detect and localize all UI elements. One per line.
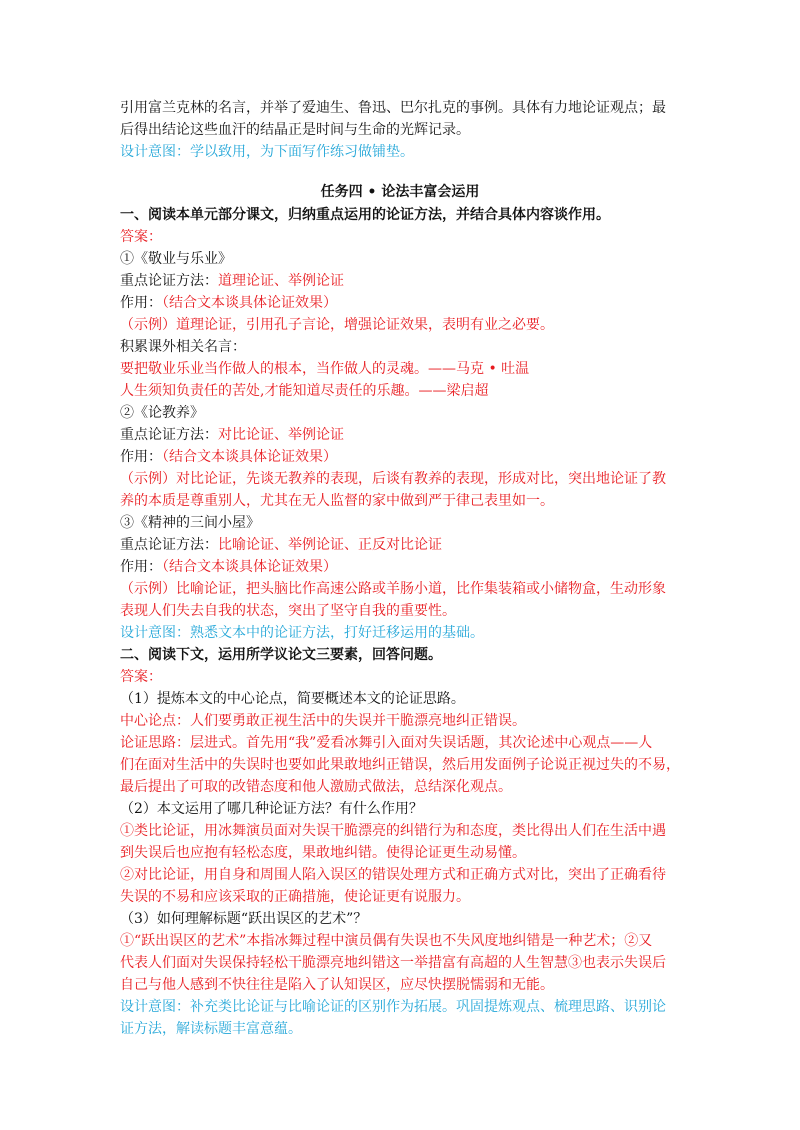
item1-example: （示例）道理论证，引用孔子言论，增强论证效果，表明有业之必要。	[120, 317, 554, 333]
method-value: 比喻论证、举例论证、正反对比论证	[218, 537, 442, 553]
q1-design-note: 设计意图：熟悉文本中的论证方法，打好迁移运用的基础。	[120, 625, 484, 641]
intro-design-note: 设计意图：学以致用，为下面写作练习做铺垫。	[120, 144, 414, 160]
item3-method-line	[120, 534, 690, 556]
effect-value: （结合文本谈具体论证效果）	[162, 449, 337, 465]
method-value: 对比论证、举例论证	[218, 427, 344, 443]
q1-heading: 一、阅读本单元部分课文，归纳重点运用的论证方法，并结合具体内容谈作用。	[120, 207, 610, 223]
q2-design-note-line-1: 设计意图：补充类比论证与比喻论证的区别作为拓展。巩固提炼观点、梳理思路、识别论	[120, 999, 666, 1015]
item2-title: ②《论教养》	[120, 405, 204, 421]
sub2-answer2-line-1: ②对比论证，用自身和周围人陷入误区的错误处理方式和正确方式对比，突出了正确看待	[120, 867, 666, 883]
sub3-answer-line-1: ①“跃出误区的艺术”本指冰舞过程中演员偶有失误也不失风度地纠错是一种艺术；②又	[120, 933, 653, 949]
intro-line-2: 后得出结论这些血汗的结晶正是时间与生命的光辉记录。	[120, 122, 470, 138]
item2-example-line-2: 养的本质是尊重别人，尤其在无人监督的家中做到严于律己表里如一。	[120, 493, 554, 509]
item2-method-line	[120, 424, 690, 446]
item3-effect-line	[120, 556, 690, 578]
method-label: 重点论证方法：	[120, 427, 218, 443]
item3-example-line-2: 表现人们失去自我的状态，突出了坚守自我的重要性。	[120, 603, 456, 619]
method-label: 重点论证方法：	[120, 537, 218, 553]
item3-title: ③《精神的三间小屋》	[120, 515, 260, 531]
sub1-logic-line-1: 论证思路：层进式。首先用“我”爱看冰舞引入面对失误话题，其次论述中心观点——人	[120, 735, 653, 751]
sub3-question: （3）如何理解标题“跃出误区的艺术”？	[120, 911, 368, 927]
sub1-logic-line-2: 们在面对生活中的失误时也要如此果敢地纠正错误，然后用发面例子论说正视过失的不易，	[120, 757, 680, 773]
item1-quote-2: 人生须知负责任的苦处,才能知道尽责任的乐趣。——梁启超	[120, 383, 489, 399]
item1-method-line	[120, 270, 690, 292]
item1-quotes-label: 积累课外相关名言：	[120, 339, 246, 355]
sub2-question: （2）本文运用了哪几种论证方法？有什么作用？	[120, 801, 423, 817]
sub3-answer-line-2: 代表人们面对失误保持轻松干脆漂亮地纠错这一举措富有高超的人生智慧③也表示失误后	[120, 955, 666, 971]
effect-value: （结合文本谈具体论证效果）	[162, 295, 337, 311]
effect-label: 作用：	[120, 295, 162, 311]
sub2-answer2-line-2: 失误的不易和应该采取的正确措施，使论证更有说服力。	[120, 889, 470, 905]
effect-label: 作用：	[120, 449, 162, 465]
sub3-answer-line-3: 自己与他人感到不快往往是陷入了认知误区，应尽快摆脱懦弱和无能。	[120, 977, 554, 993]
method-value: 道理论证、举例论证	[218, 273, 344, 289]
effect-value: （结合文本谈具体论证效果）	[162, 559, 337, 575]
item1-quote-1: 要把敬业乐业当作做人的根本，当作做人的灵魂。——马克 • 吐温	[120, 361, 530, 377]
item2-example-line-1: （示例）对比论证，先谈无教养的表现，后谈有教养的表现，形成对比，突出地论证了教	[120, 471, 666, 487]
sub1-central-point: 中心论点：人们要勇敢正视生活中的失误并干脆漂亮地纠正错误。	[120, 713, 526, 729]
task4-title: 任务四 • 论法丰富会运用	[320, 184, 480, 200]
effect-label: 作用：	[120, 559, 162, 575]
intro-line-1: 引用富兰克林的名言，并举了爱迪生、鲁迅、巴尔扎克的事例。具体有力地论证观点；最	[120, 100, 666, 116]
item1-title: ①《敬业与乐业》	[120, 251, 232, 267]
item1-effect-line	[120, 292, 690, 314]
sub1-question: （1）提炼本文的中心论点，简要概述本文的论证思路。	[120, 691, 465, 707]
sub2-answer1-line-2: 到失误后也应抱有轻松态度，果敢地纠错。使得论证更生动易懂。	[120, 845, 526, 861]
method-label: 重点论证方法：	[120, 273, 218, 289]
sub1-logic-line-3: 最后提出了可取的改错态度和他人激励式做法，总结深化观点。	[120, 779, 512, 795]
item3-example-line-1: （示例）比喻论证，把头脑比作高速公路或羊肠小道，比作集装箱或小储物盒，生动形象	[120, 581, 666, 597]
q2-answer-label: 答案：	[120, 669, 162, 685]
q2-design-note-line-2: 证方法，解读标题丰富意蕴。	[120, 1021, 302, 1037]
item2-effect-line	[120, 446, 690, 468]
q1-answer-label: 答案：	[120, 229, 162, 245]
q2-heading: 二、阅读下文，运用所学议论文三要素，回答问题。	[120, 647, 442, 663]
sub2-answer1-line-1: ①类比论证，用冰舞演员面对失误干脆漂亮的纠错行为和态度，类比得出人们在生活中遇	[120, 823, 666, 839]
